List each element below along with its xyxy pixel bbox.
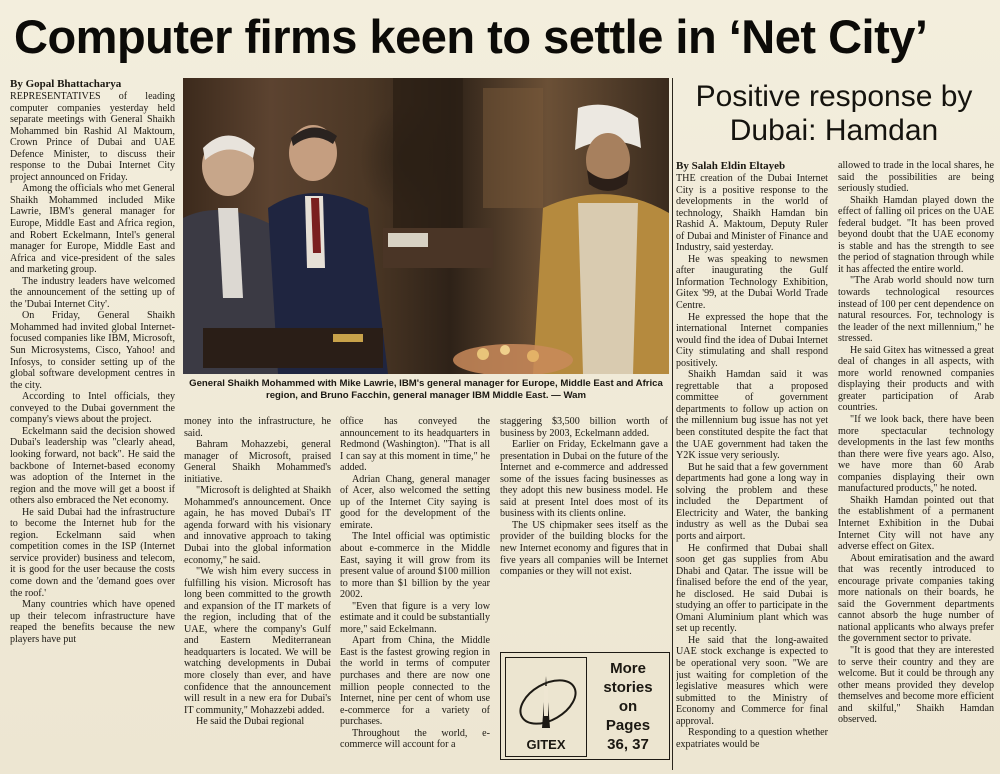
paragraph: The US chipmaker sees itself as the provider of the building blocks for the new Internet economy and figures that in five years all companies will be Internet companies or they will not exist.: [500, 519, 668, 578]
paragraph: Apart from China, the Middle East is the fastest growing region in the world in terms of computer purchases and there are now one million people connected to the Internet, nine per cent of whom use e-commerce for a variety of purchases.: [340, 635, 490, 728]
paragraph: The Intel official was optimistic about e-commerce in the Middle East, saying it will grow from its present value of around $100 million to more than $1 billion by the year 2002.: [340, 531, 490, 601]
promo-line: stories: [603, 679, 653, 696]
paragraph: Throughout the world, e-commerce will account for a: [340, 727, 490, 751]
paragraph: Many countries which have opened up their telecom infrastructure have reaped the benefits because the new players have put: [10, 599, 175, 645]
story-divider: [672, 78, 673, 770]
paragraph: staggering $3,500 billion worth of business by 2003, Eckelmann added.: [500, 416, 668, 439]
paragraph: About emiratisation and the award that was recently introduced to encourage private companies taking more nationals on their boards, he said the Government departments cannot absorb the huge number of national applicants who always prefer the government sector to private.: [838, 552, 994, 645]
paragraph: He said that the long-awaited UAE stock exchange is expected to be operational very soon. "We are just waiting for completion of the legislative measures which were submitted to the Ministry of Economy and Commerce for final approval.: [676, 634, 828, 727]
gitex-logo: [505, 657, 587, 757]
paragraph: money into the infrastructure, he said.: [184, 416, 331, 439]
story1-byline: By Gopal Bhattacharya: [10, 78, 122, 90]
paragraph: But he said that a few government departments had gone a long way in solving the problem and these included the Department of Electricity and Water, the banking industry as well as the Dubai sea ports and airport.: [676, 461, 828, 542]
more-stories-box: [500, 652, 670, 760]
paragraph: "The Arab world should now turn towards technological resources instead of 100 per cent dependence on natural resources. For, technology is the leader of the next millennium," he stressed.: [838, 275, 994, 345]
paragraph: Shaikh Hamdan pointed out that the establishment of a permanent Internet Exhibition in the Dubai Internet City will not have any adverse effect on Gitex.: [838, 494, 994, 553]
promo-line: on: [618, 698, 638, 715]
paragraph: Shaikh Hamdan played down the effect of falling oil prices on the UAE federal budget. "It has been proved beyond doubt that the UAE economy is stable and has the strength to see the period of stagnation through while it has affected the entire world.: [838, 194, 994, 275]
paragraph: He said Dubai had the infrastructure to become the Internet hub for the region. Eckelmann said when competition comes in the ISP (Internet service provider) business and telecom, it is good for the user because the costs come down and the 'demand goes over the roof.': [10, 506, 175, 599]
paragraph: "We wish him every success in fulfilling his vision. Microsoft has long been committed to the growth and expansion of the IT markets of the region, including that of the UAE, where the company's Gulf and Eastern Mediterranean headquarters is located. We will be watching developments in Dubai more closely than ever, and have confidence that the announcement will result in a new era for Dubai's IT community," Mohazzebi added.: [184, 566, 331, 716]
paragraph: Among the officials who met General Shaikh Mohammed included Mike Lawrie, IBM's general manager for Europe, Middle East and Africa region, and Robert Eckelmann, Intel's general manager for Europe, Middle East and Africa and vice-president of the sales and marketing group.: [10, 183, 175, 276]
paragraph: According to Intel officials, they conveyed to the Dubai government the company's views about the project.: [10, 391, 175, 426]
news-photo: [183, 78, 669, 374]
promo-line: Pages: [605, 717, 651, 734]
story1-column-3: [340, 416, 490, 770]
story1-column-1: [10, 78, 175, 770]
photo-illustration: [183, 78, 669, 374]
paragraph: "Even that figure is a very low estimate and it could be substantially more," said Eckelmann.: [340, 600, 490, 635]
promo-line: More: [610, 660, 646, 677]
headline: Computer firms keen to settle in ‘Net City’: [14, 10, 928, 63]
paragraph: REPRESENTATIVES of leading computer companies yesterday held separate meetings with General Shaikh Mohammed bin Rashid Al Maktoum, Crown Prince of Dubai and UAE Defence Minister, to discuss their response to the Dubai Internet City project announced on Friday.: [10, 91, 175, 183]
promo-line: 36, 37: [607, 736, 649, 753]
story2-byline: By Salah Eldin Eltayeb: [676, 160, 786, 172]
paragraph: The industry leaders have welcomed the announcement of the setting up of the 'Dubai Internet City'.: [10, 275, 175, 310]
paragraph: "It is good that they are interested to serve their country and they are welcome. But it could be through any other means provided they develop themselves and become more efficient and skilful," Shaikh Hamdan observed.: [838, 644, 994, 726]
story1-column-2: [184, 416, 331, 770]
paragraph: office has conveyed the announcement to its headquarters in Redmond (Washington). "That is all I can say at this moment in time," he added.: [340, 416, 490, 474]
paragraph: "If we look back, there have been more spectacular technology developments in the last few months than there were five years ago. Also, we have more than 60 Arab companies displaying their own manufactured products," he noted.: [838, 414, 994, 495]
paragraph: allowed to trade in the local shares, he said the possibilities are being seriously studied.: [838, 160, 994, 195]
paragraph: He expressed the hope that the international Internet companies would find the idea of Dubai Internet City stimulating and shall respond positively.: [676, 311, 828, 369]
story2-column-2: [838, 160, 994, 772]
paragraph: Shaikh Hamdan said it was regrettable that a proposed committee of government departments to follow up action on the millennium bug issue has not yet been constituted despite the fact that the UAE government had taken the Y2K issue very seriously.: [676, 369, 828, 462]
paragraph: On Friday, General Shaikh Mohammed had invited global Internet-focused companies like IBM, Microsoft, Sun Microsystems, Cisco, Yahoo! and Infosys, to consider setting up of the global software development centres in the city.: [10, 310, 175, 391]
story2-column-1: [676, 160, 828, 772]
paragraph: THE creation of the Dubai Internet City is a positive response to the developments in the world of technology, Shaikh Hamdan bin Rashid A. Maktoum, Deputy Ruler of Dubai and Minister of Finance and Industry, said yesterday.: [676, 173, 828, 254]
story2-headline: Positive response by Dubai: Hamdan: [695, 80, 973, 147]
paragraph: Bahram Mohazzebi, general manager of Microsoft, praised General Shaikh Mohammed's initiative.: [184, 439, 331, 485]
gitex-tower-icon: [506, 658, 586, 738]
paragraph: He confirmed that Dubai shall soon get gas supplies from Abu Dhabi and Qatar. The issue will be finalised before the end of the year, he disclosed. He said Dubai is studying an offer to participate in the Omani Aluminium plant which was set up recently.: [676, 542, 828, 635]
paragraph: Responding to a question whether expatriates would be: [676, 727, 828, 750]
more-stories-text: [591, 659, 665, 754]
paragraph: Earlier on Friday, Eckelmann gave a presentation in Dubai on the future of the Internet and e-commerce and addressed some of the issues facing businesses as they adopt this new business model. He said at present Intel does most of its business with its clients online.: [500, 439, 668, 520]
paragraph: He said Gitex has witnessed a great deal of changes in all aspects, with more world renowned companies displaying their products and with greater participation of Arab countries.: [838, 344, 994, 414]
paragraph: He said the Dubai regional: [196, 716, 305, 728]
story1-column-4: [500, 416, 668, 648]
paragraph: He was speaking to newsmen after inaugurating the Gulf Information Technology Exhibition, Gitex '99, at the Dubai World Trade Centre.: [676, 253, 828, 312]
paragraph: Adrian Chang, general manager of Acer, also welcomed the setting up of the Internet City saying is good for the development of the emirate.: [340, 473, 490, 531]
photo-caption: General Shaikh Mohammed with Mike Lawrie, IBM's general manager for Europe, Middle East and Africa region, and Bruno Facchin, general manager IBM Middle East. — Wam: [189, 378, 663, 401]
paragraph: Eckelmann said the decision showed Dubai's leadership was "clearly ahead, looking forward, not back". He said the backbone of Internet-based economy was adoption of the Internet in the region and the move will get a boost if others also embraced the Net economy.: [10, 425, 175, 507]
gitex-logo-text: GITEX: [526, 737, 566, 752]
paragraph: "Microsoft is delighted at Shaikh Mohammed's announcement. Once again, he has moved Dubai's IT agenda forward with his visionary and innovative approach to taking Dubai into the global information economy," he said.: [184, 485, 331, 566]
